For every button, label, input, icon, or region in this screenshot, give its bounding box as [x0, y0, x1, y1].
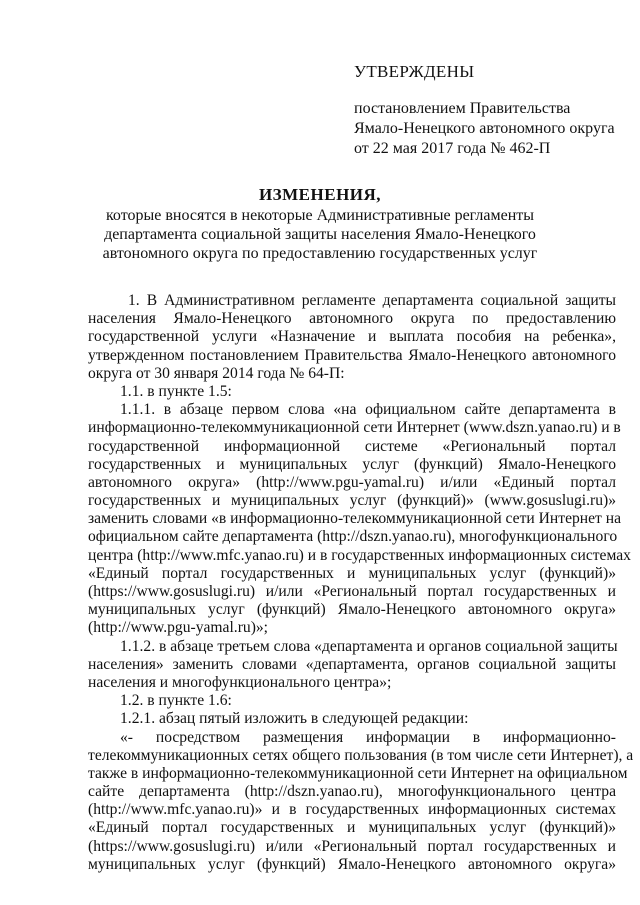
body-line: округа от 30 января 2014 года № 64-П:	[88, 364, 345, 382]
body-line: (https://www.gosuslugi.ru) и/или «Региональный портал государственных и	[88, 837, 616, 855]
body-line: государственной информационной системе «Региональный портал	[88, 437, 616, 455]
body-line: «- посредством размещения информации в информационно-	[120, 728, 616, 746]
body-line: населения Ямало-Ненецкого автономного округа по предоставлению	[88, 310, 616, 328]
body-line: 1.1.2. в абзаце третьем слова «департамента и органов социальной защиты	[120, 637, 618, 655]
body-line: заменить словами «в информационно-телекоммуникационной сети Интернет на	[88, 510, 622, 528]
body-line: «Единый портал государственных и муниципальных услуг (функций)»	[88, 564, 616, 582]
body-line: муниципальных услуг (функций) Ямало-Ненецкого автономного округа»	[88, 601, 616, 619]
body-line: населения и многофункционального центра»;	[88, 673, 392, 691]
document-subtitle-line: департамента социальной защиты населения Ямало-Ненецкого	[104, 226, 536, 243]
approval-line: постановлением Правительства	[354, 100, 571, 117]
body-line: 1.2.1. абзац пятый изложить в следующей редакции:	[120, 710, 469, 728]
body-line: 1.1. в пункте 1.5:	[120, 382, 232, 400]
body-line: 1.2. в пункте 1.6:	[120, 692, 232, 710]
body-line: (http://www.pgu-yamal.ru)»;	[88, 619, 269, 637]
document-title: ИЗМЕНЕНИЯ,	[258, 185, 382, 204]
body-line: населения» заменить словами «департамента, органов социальной защиты	[88, 655, 616, 673]
body-line: (http://www.mfc.yanao.ru)» и в государственных информационных системах	[88, 801, 616, 819]
body-line: телекоммуникационных сетях общего пользования (в том числе сети Интернет), а	[88, 746, 634, 764]
approval-line: Ямало-Ненецкого автономного округа	[354, 120, 615, 137]
body-line: (https://www.gosuslugi.ru) и/или «Региональный портал государственных и	[88, 583, 616, 600]
body-line: также в информационно-телекоммуникационной сети Интернет на официальном	[88, 764, 628, 782]
body-line: сайте департамента (http://dszn.yanao.ru), многофункционального центра	[88, 783, 616, 801]
body-line: утвержденном постановлением Правительства Ямало-Ненецкого автономного	[88, 346, 616, 364]
body-line: 1. В Административном регламенте департамента социальной защиты	[128, 292, 616, 309]
body-line: государственных и муниципальных услуг (функций) Ямало-Ненецкого	[88, 455, 616, 473]
body-line: центра (http://www.mfc.yanao.ru) и в государственных информационных системах	[88, 546, 631, 564]
approval-line: от 22 мая 2017 года № 462-П	[354, 140, 551, 157]
body-line: официальном сайте департамента (http://dszn.yanao.ru), многофункционального	[88, 528, 618, 546]
body-line: 1.1.1. в абзаце первом слова «на официальном сайте департамента в	[120, 401, 616, 419]
body-line: информационно-телекоммуникационной сети Интернет (www.dszn.yanao.ru) и в	[88, 419, 621, 437]
body-line: государственной услуги «Назначение и выплата пособия на ребенка»,	[88, 328, 616, 346]
body-line: «Единый портал государственных и муниципальных услуг (функций)»	[88, 819, 616, 837]
body-line: автономного округа» (http://www.pgu-yamal.ru) и/или «Единый портал	[88, 473, 616, 491]
document-subtitle-line: автономного округа по предоставлению государственных услуг	[102, 245, 538, 262]
body-line: государственных и муниципальных услуг (функций)» (www.gosuslugi.ru)»	[88, 492, 616, 510]
document-subtitle-line: которые вносятся в некоторые Административные регламенты	[105, 207, 535, 224]
document-body	[88, 292, 634, 874]
approval-title: УТВЕРЖДЕНЫ	[354, 62, 475, 81]
body-line: муниципальных услуг (функций) Ямало-Ненецкого автономного округа»	[88, 855, 616, 873]
